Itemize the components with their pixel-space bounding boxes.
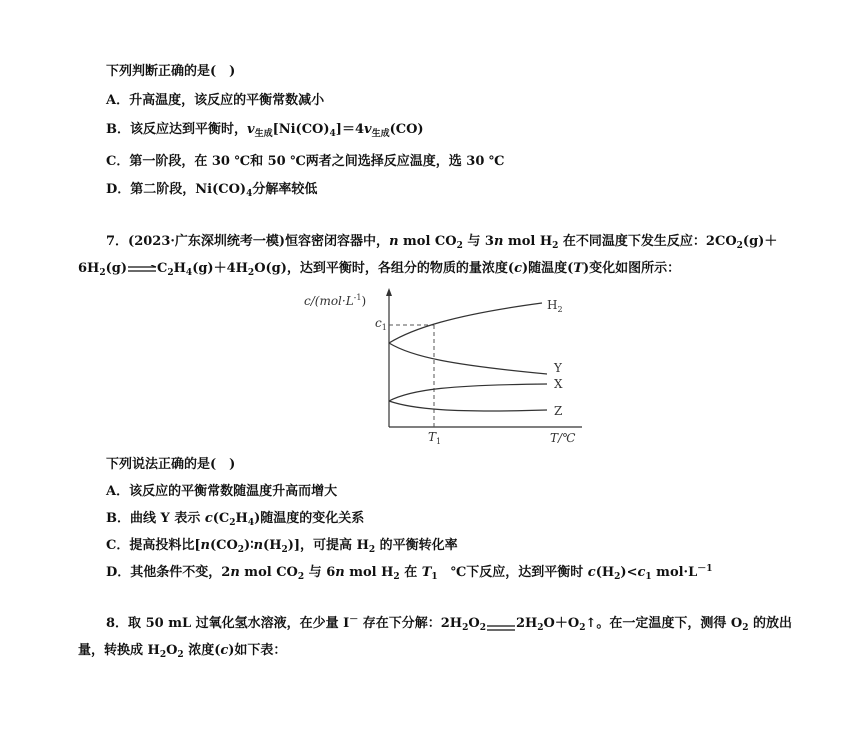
q6-d-prefix: D．第二阶段，Ni(CO) bbox=[106, 182, 247, 197]
q7-l1-b: mol CO bbox=[398, 234, 457, 249]
y-label-end: ) bbox=[361, 294, 367, 308]
q7-option-b bbox=[106, 510, 364, 528]
q7-c-sub1: 2 bbox=[237, 545, 245, 555]
q8-l1-sub5: 2 bbox=[742, 623, 749, 633]
t1-sub: 1 bbox=[436, 437, 442, 445]
q7-b-e: )随温度的变化关系 bbox=[254, 511, 365, 526]
q7-l2-sub1: 2 bbox=[99, 268, 106, 278]
q6-d-end: 分解率较低 bbox=[252, 182, 318, 197]
figure-svg bbox=[302, 285, 592, 445]
t1-main: T bbox=[428, 430, 437, 444]
q7-c-f: 的平衡转化率 bbox=[375, 538, 458, 553]
q7-l1-f: (g)＋ bbox=[742, 234, 778, 249]
q7-b-sub2: 4 bbox=[247, 518, 255, 528]
q8-l2-b: O bbox=[166, 643, 178, 658]
q7-l2-a: 6H bbox=[78, 261, 100, 276]
q6-option-a: A．升高温度，该反应的平衡常数减小 bbox=[106, 93, 325, 108]
q7-d-i: mol·L bbox=[651, 565, 698, 580]
q6-b-prefix: B．该反应达到平衡时， bbox=[106, 122, 247, 137]
q7-l2-d: H bbox=[173, 261, 186, 276]
q8-l1-sup: － bbox=[349, 615, 359, 625]
q6-b-sub1: 生成 bbox=[254, 129, 273, 139]
q7-l2-c-ital: c bbox=[514, 261, 522, 276]
t1-label bbox=[428, 430, 441, 445]
y-axis-arrow-icon bbox=[386, 288, 392, 296]
q6-option-c: C．第一阶段，在 30 ℃和 50 ℃两者之间选择反应温度，选 30 ℃ bbox=[106, 154, 505, 169]
q7-l1-c: 与 3 bbox=[462, 234, 494, 249]
curve-z bbox=[389, 401, 547, 411]
q7-l2-f: O(g)，达到平衡时，各组分的物质的量浓度( bbox=[254, 261, 515, 276]
h2-label bbox=[547, 298, 563, 314]
y-axis-label bbox=[304, 293, 366, 308]
q7-option-c bbox=[106, 537, 458, 555]
q7-c-a: C．提高投料比[ bbox=[106, 538, 201, 553]
q8-l1-c: O bbox=[468, 616, 480, 631]
q7-d-e: 在 bbox=[399, 565, 422, 580]
q8-line1 bbox=[106, 615, 792, 633]
q7-d-n2: n bbox=[335, 565, 345, 580]
q7-b-b: (C bbox=[212, 511, 230, 526]
q7-stem: 下列说法正确的是( ) bbox=[106, 457, 236, 472]
q7-c-d: (H bbox=[263, 538, 282, 553]
q8-l2-d: )如下表： bbox=[228, 643, 287, 658]
q7-l2-sub4: 2 bbox=[247, 268, 255, 278]
y-curve-label: Y bbox=[554, 361, 562, 375]
q7-l2-b: (g) bbox=[105, 261, 127, 276]
q7-d-sub1: 2 bbox=[297, 572, 305, 582]
q7-b-sub1: 2 bbox=[229, 518, 236, 528]
q7-d-sub3: 2 bbox=[614, 572, 621, 582]
q7-l1-e: 在不同温度下发生反应：2CO bbox=[558, 234, 737, 249]
q7-l1-sub1: 2 bbox=[456, 241, 463, 251]
h2-main: H bbox=[547, 298, 558, 312]
q6-stem: 下列判断正确的是( ) bbox=[106, 64, 236, 79]
q7-l2-sub3: 4 bbox=[185, 268, 193, 278]
q7-d-n1: n bbox=[230, 565, 240, 580]
q8-l1-b: 存在下分解：2H bbox=[358, 616, 463, 631]
q8-l1-sub3: 2 bbox=[537, 623, 544, 633]
c1-label bbox=[375, 316, 387, 332]
q7-l2-t-ital: T bbox=[573, 261, 583, 276]
c1-main: c bbox=[375, 316, 382, 330]
q8-l1-sub1: 2 bbox=[462, 623, 469, 633]
q7-option-d bbox=[106, 564, 712, 582]
q8-l2-sub1: 2 bbox=[159, 650, 167, 660]
q7-d-t: T bbox=[421, 565, 432, 580]
q7-l2-h: )变化如图所示： bbox=[582, 261, 681, 276]
q7-c-sub3: 2 bbox=[368, 545, 376, 555]
q7-l1-sub3: 2 bbox=[736, 241, 743, 251]
q7-d-sub2: 2 bbox=[393, 572, 400, 582]
q6-b-v1: v bbox=[247, 122, 255, 137]
q7-line2 bbox=[78, 260, 680, 278]
q8-l1-f: ↑。在一定温度下，测得 O bbox=[585, 616, 743, 631]
q7-l2-c: C bbox=[157, 261, 168, 276]
q6-b-mid: [Ni(CO) bbox=[272, 122, 330, 137]
x-axis-label: T/℃ bbox=[550, 431, 576, 445]
q7-d-sup: －1 bbox=[697, 564, 713, 574]
q8-l1-d: 2H bbox=[515, 616, 538, 631]
q7-l1-n2: n bbox=[493, 234, 504, 249]
q6-b-v2: v bbox=[364, 122, 372, 137]
q7-c-n2: n bbox=[253, 538, 264, 553]
q6-option-b bbox=[106, 121, 424, 139]
q8-l1-sub2: 2 bbox=[479, 623, 486, 633]
q7-d-a: D．其他条件不变，2 bbox=[106, 565, 231, 580]
q7-d-f: ℃下反应，达到平衡时 bbox=[437, 565, 588, 580]
q7-l1-a: 7．(2023·广东深圳统考一模)恒容密闭容器中， bbox=[106, 234, 390, 249]
q8-l2-c: 浓度( bbox=[183, 643, 221, 658]
q7-c-b: (CO bbox=[209, 538, 238, 553]
q7-b-d: H bbox=[235, 511, 248, 526]
q7-c-sub2: 2 bbox=[281, 545, 288, 555]
q7-l2-g: )随温度( bbox=[521, 261, 574, 276]
q8-l2-c-ital: c bbox=[220, 643, 229, 658]
q7-c-n1: n bbox=[200, 538, 210, 553]
curve-x bbox=[389, 384, 547, 401]
q6-option-d bbox=[106, 181, 317, 199]
q7-line1 bbox=[106, 233, 777, 251]
q6-b-sub4: 4 bbox=[329, 129, 336, 139]
q7-c-c: )∶ bbox=[244, 538, 254, 553]
q8-l2-sub2: 2 bbox=[177, 650, 184, 660]
q8-l2-a: 量，转换成 H bbox=[78, 643, 160, 658]
q7-d-c: 与 6 bbox=[304, 565, 336, 580]
q7-l1-sub2: 2 bbox=[552, 241, 559, 251]
q7-d-b: mol CO bbox=[239, 565, 298, 580]
q7-d-g: (H bbox=[595, 565, 615, 580]
y-label-sup: -1 bbox=[353, 293, 362, 302]
q7-l1-n: n bbox=[389, 234, 399, 249]
q7-d-tsub: 1 bbox=[431, 572, 438, 582]
q8-l1-sub4: 2 bbox=[579, 623, 586, 633]
q6-d-sub: 4 bbox=[246, 189, 253, 199]
q7-c-e: )]，可提高 H bbox=[287, 538, 369, 553]
q7-l2-e: (g)＋4H bbox=[192, 261, 248, 276]
concentration-temperature-figure bbox=[302, 285, 592, 445]
q7-b-c: c bbox=[204, 511, 213, 526]
q7-option-a: A．该反应的平衡常数随温度升高而增大 bbox=[106, 484, 338, 499]
q7-l1-d: mol H bbox=[503, 234, 553, 249]
equilibrium-arrow-icon bbox=[127, 265, 157, 273]
x-curve-label: X bbox=[554, 377, 563, 391]
q8-l1-a: 8．取 50 mL 过氧化氢水溶液，在少量 I bbox=[106, 616, 350, 631]
z-curve-label: Z bbox=[554, 404, 563, 418]
q6-b-sub2: 生成 bbox=[371, 129, 390, 139]
q7-l2-sub2: 2 bbox=[167, 268, 174, 278]
q8-line2 bbox=[78, 642, 286, 660]
curve-y bbox=[389, 343, 547, 374]
double-line-equals-icon bbox=[486, 620, 516, 628]
y-label-main: c/(mol·L bbox=[304, 294, 354, 308]
q7-d-d: mol H bbox=[344, 565, 394, 580]
q6-b-mid2: ]＝4 bbox=[335, 122, 364, 137]
q7-d-h: )< bbox=[620, 565, 638, 580]
q7-d-c1: c bbox=[637, 565, 646, 580]
q8-l1-e: O＋O bbox=[543, 616, 580, 631]
q7-d-c1sub: 1 bbox=[645, 572, 652, 582]
h2-sub: 2 bbox=[557, 305, 563, 314]
q6-b-end: (CO) bbox=[389, 122, 424, 137]
curve-h2 bbox=[389, 303, 542, 343]
c1-sub: 1 bbox=[381, 323, 387, 332]
q8-l1-g: 的放出 bbox=[748, 616, 793, 631]
q7-b-a: B．曲线 Y 表示 bbox=[106, 511, 205, 526]
q7-d-ch: c bbox=[587, 565, 596, 580]
